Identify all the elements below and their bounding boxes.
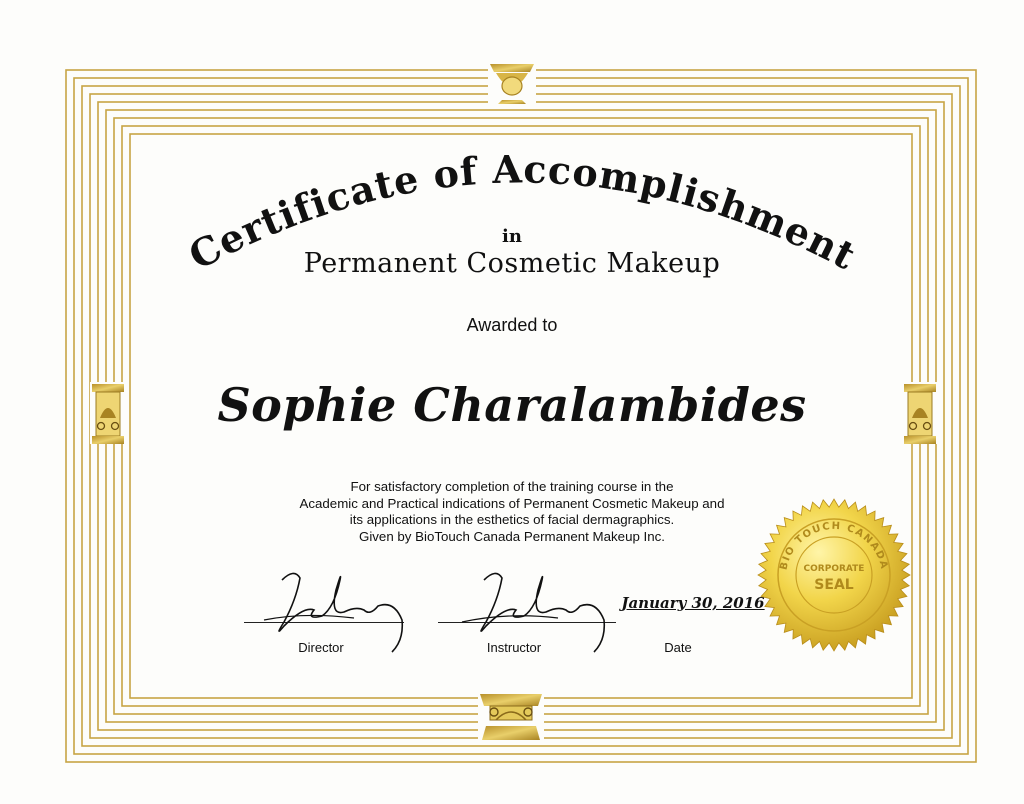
title-text: Certificate of Accomplishment bbox=[181, 150, 864, 279]
date-label: Date bbox=[664, 640, 692, 655]
award-date: January 30, 2016 bbox=[621, 594, 765, 612]
body-line: its applications in the esthetics of facial dermagraphics. bbox=[349, 512, 675, 527]
corporate-seal bbox=[756, 497, 912, 653]
instructor-label: Instructor bbox=[486, 640, 542, 655]
recipient-name: Sophie Charalambides bbox=[217, 378, 807, 432]
body-line: For satisfactory completion of the training course in the bbox=[350, 479, 674, 494]
awarded-label: Awarded to bbox=[466, 315, 558, 335]
bottom-ornament bbox=[478, 692, 544, 742]
body-line: Academic and Practical indications of Permanent Cosmetic Makeup and bbox=[299, 495, 725, 511]
top-ornament bbox=[488, 63, 536, 104]
seal-center-bottom: SEAL bbox=[814, 577, 854, 593]
course-subject: Permanent Cosmetic Makeup bbox=[303, 248, 721, 279]
seal-ring-text: BIO TOUCH CANADA bbox=[778, 520, 890, 572]
seal-center-top: CORPORATE bbox=[803, 564, 865, 574]
director-label: Director bbox=[298, 640, 344, 655]
body-line: Given by BioTouch Canada Permanent Makeup Inc. bbox=[358, 528, 665, 544]
connector-word: in bbox=[502, 226, 522, 247]
